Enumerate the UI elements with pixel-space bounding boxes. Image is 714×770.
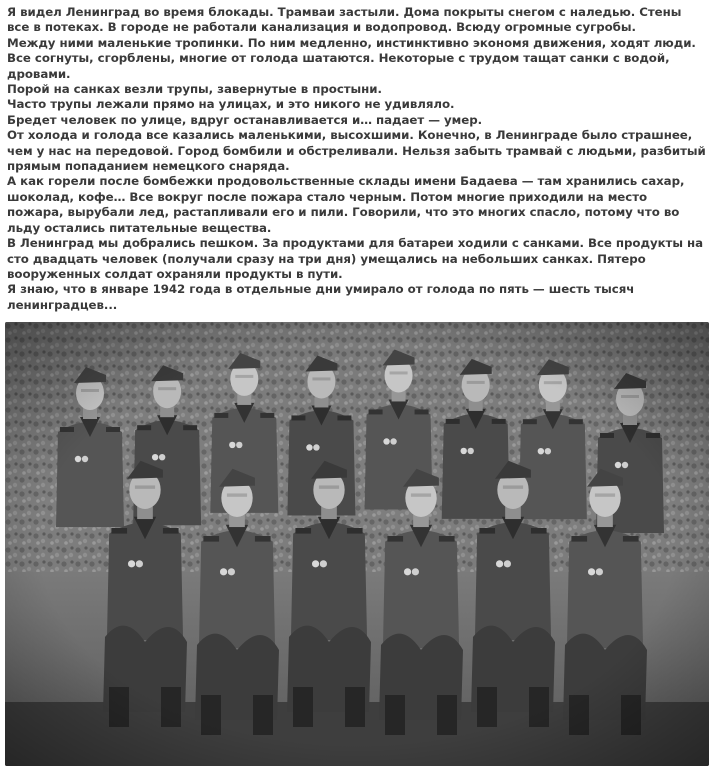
paragraph: А как горели после бомбежки продовольственные склады имени Бадаева — там хранились сахар, шоколад, кофе… Все вокруг после пожара стало черным. Потом многие приходили на место пожара, вырубали лед, растапливали его и пили. Говорили, что это многих спасло, потому что во льду остались питательные вещества. — [7, 174, 685, 235]
photo-vignette — [5, 322, 709, 766]
paragraph: Между ними маленькие тропинки. По ним медленно, инстинктивно экономя движения, ходят люди. Все согнуты, сгорблены, многие от голода шатаются. Некоторые с трудом тащат санки с водой, дровами. — [7, 35, 696, 81]
soldiers-group-photo — [5, 322, 709, 766]
paragraph: В Ленинград мы добрались пешком. За продуктами для батареи ходили с санками. Все продукты на сто двадцать человек (получали сразу на три дня) умещались на небольших санках. Пятеро вооруженных солдат охраняли продукты в пути. — [7, 236, 704, 281]
paragraph: Я знаю, что в январе 1942 года в отдельные дни умирало от голода по пять — шесть тысяч ленинградцев... — [7, 282, 635, 312]
article-text — [7, 5, 707, 313]
photo-illustration — [5, 322, 709, 766]
paragraph: Порой на санках везли трупы, завернутые в простыни. — [7, 82, 382, 97]
paragraph: От холода и голода все казались маленькими, высохшими. Конечно, в Ленинграде было страшнее, чем у нас на передовой. Город бомбили и обстреливали. Нельзя забыть трамвай с людьми, разбитый прямым попаданием немецкого снаряда. — [7, 128, 706, 174]
paragraph: Я видел Ленинград во время блокады. Трамваи застыли. Дома покрыты снегом с наледью. Стены все в потеках. В городе не работали канализация и водопровод. Всюду огромные сугробы. — [7, 5, 682, 35]
paragraph: Часто трупы лежали прямо на улицах, и это никого не удивляло. — [7, 97, 455, 112]
paragraph: Бредет человек по улице, вдруг останавливается и… падает — умер. — [7, 112, 483, 127]
